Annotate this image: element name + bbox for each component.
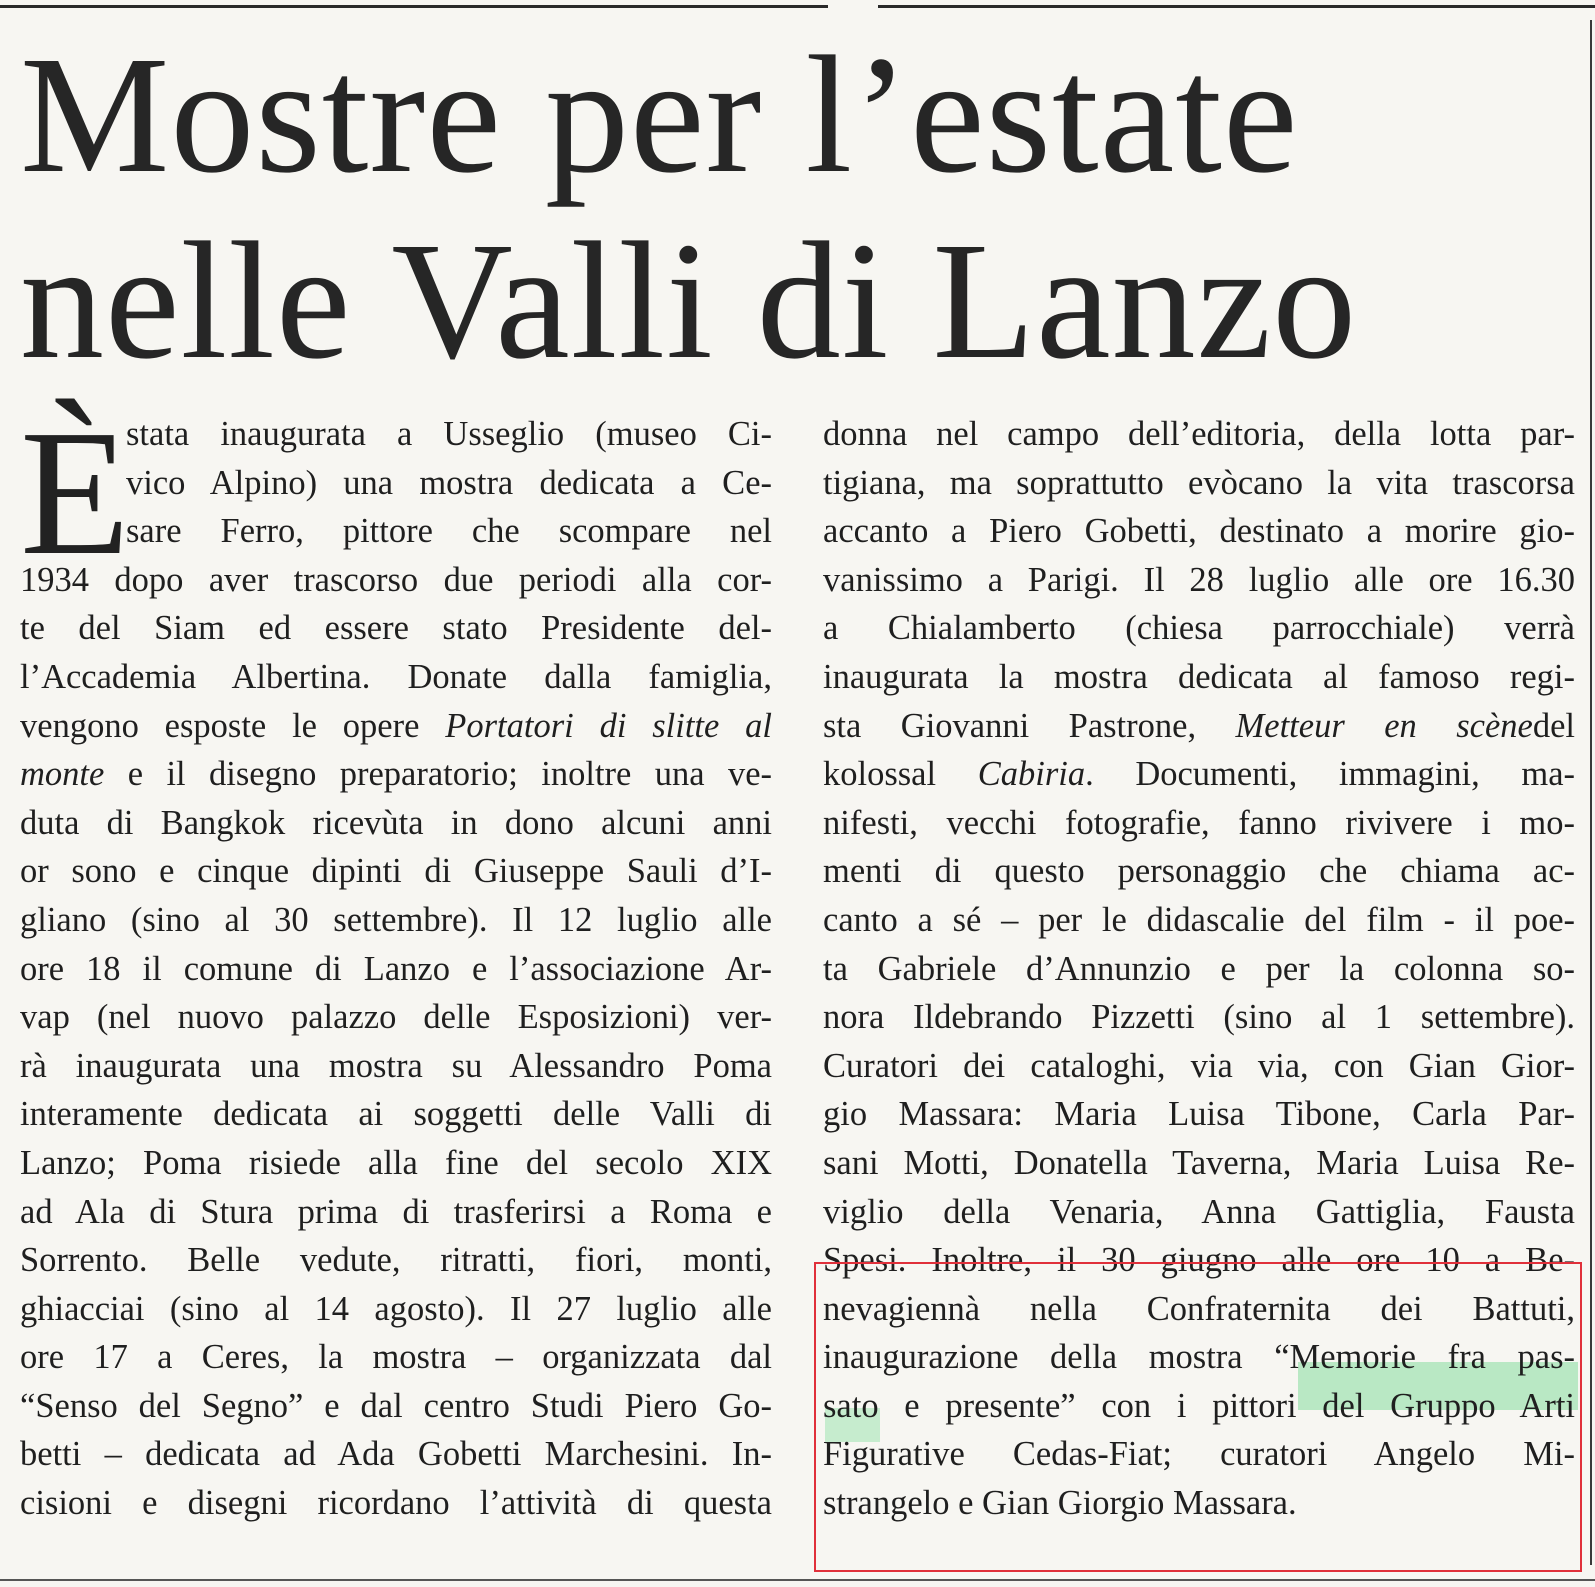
text-line: tigiana, ma soprattutto evòcano la vita trascorsa: [823, 463, 1575, 502]
text-line: ore 18 il comune di Lanzo e l’associazione Ar-: [20, 949, 772, 988]
top-rule-left: [0, 5, 828, 8]
text-line: sare Ferro, pittore che scompare nel: [126, 512, 772, 551]
text-line: kolossal Cabiria. Documenti, immagini, ma-: [823, 755, 1575, 794]
italic-title: Metteur en scène: [1235, 706, 1533, 745]
text-line: l’Accademia Albertina. Donate dalla famiglia,: [20, 657, 772, 696]
text-line: interamente dedicata ai soggetti delle Valli di: [20, 1095, 772, 1134]
text-line: or sono e cinque dipinti di Giuseppe Sauli d’I-: [20, 852, 772, 891]
text-line: rà inaugurata una mostra su Alessandro Poma: [20, 1046, 772, 1085]
text-line: vengono esposte le opere Portatori di slitte al: [20, 706, 773, 745]
text-line: duta di Bangkok ricevùta in dono alcuni anni: [20, 803, 772, 842]
text-line: gio Massara: Maria Luisa Tibone, Carla Par-: [823, 1095, 1575, 1134]
text-line: nora Ildebrando Pizzetti (sino al 1 settembre).: [823, 998, 1575, 1037]
text-line: Sorrento. Belle vedute, ritratti, fiori, monti,: [20, 1241, 772, 1280]
text-line: vanissimo a Parigi. Il 28 luglio alle ore 16.30: [823, 560, 1575, 599]
text-line: accanto a Piero Gobetti, destinato a morire gio-: [823, 512, 1575, 551]
text-line: ad Ala di Stura prima di trasferirsi a Roma e: [20, 1192, 772, 1231]
text-line: te del Siam ed essere stato Presidente del-: [20, 609, 772, 648]
article-headline: [20, 22, 1580, 394]
italic-title: monte: [20, 755, 105, 794]
text-line: canto a sé – per le didascalie del film - il poe-: [823, 900, 1575, 939]
drop-cap: È: [20, 393, 130, 592]
text-line: inaugurazione della mostra “Memorie fra pas-: [823, 1338, 1575, 1377]
text-line: vap (nel nuovo palazzo delle Esposizioni) ver-: [20, 998, 772, 1037]
text-line: Lanzo; Poma risiede alla fine del secolo XIX: [20, 1143, 772, 1182]
text-line: a Chialamberto (chiesa parrocchiale) verrà: [823, 609, 1575, 648]
headline-line-1: Mostre per l’estate: [20, 22, 1299, 208]
top-rule-right: [878, 5, 1595, 8]
text-line: Spesi. Inoltre, il 30 giugno alle ore 10 a Be-: [823, 1241, 1575, 1280]
text-line: donna nel campo dell’editoria, della lotta par-: [823, 415, 1575, 453]
text-line: ghiacciai (sino al 14 agosto). Il 27 luglio alle: [20, 1289, 772, 1328]
text-line: strangelo e Gian Giorgio Massara.: [823, 1484, 1297, 1523]
italic-title: Cabiria: [977, 755, 1086, 794]
left-column: [20, 393, 773, 1528]
text-line: sani Motti, Donatella Taverna, Maria Luisa Re-: [823, 1143, 1575, 1182]
headline-line-2: nelle Valli di Lanzo: [20, 208, 1358, 394]
text-line: nevagiennà nella Confraternita dei Battuti,: [823, 1289, 1575, 1328]
text-line: sta Giovanni Pastrone, Metteur en scènedel: [823, 706, 1576, 745]
text-line: inaugurata la mostra dedicata al famoso regi-: [823, 657, 1575, 696]
text-line: cisioni e disegni ricordano l’attività di questa: [20, 1484, 772, 1523]
highlight-box: [814, 1262, 1582, 1572]
text-line: betti – dedicata ad Ada Gobetti Marchesini. In-: [20, 1435, 772, 1474]
text-line: stata inaugurata a Usseglio (museo Ci-: [126, 415, 772, 453]
text-line: Figurative Cedas-Fiat; curatori Angelo Mi-: [823, 1435, 1575, 1474]
text-line: monte e il disegno preparatorio; inoltre una ve-: [20, 755, 773, 794]
text-line: sato e presente” con i pittori del Gruppo Arti: [823, 1386, 1575, 1425]
text-line: nifesti, vecchi fotografie, fanno rivivere i mo-: [823, 803, 1575, 842]
italic-title: Portatori di slitte al: [445, 706, 773, 745]
text-line: viglio della Venaria, Anna Gattiglia, Fausta: [823, 1192, 1575, 1231]
bottom-rule: [0, 1579, 1595, 1581]
text-line: ta Gabriele d’Annunzio e per la colonna so-: [823, 949, 1575, 988]
right-rule: [1590, 20, 1592, 1565]
text-line: Curatori dei cataloghi, via via, con Gian Gior-: [823, 1046, 1575, 1085]
text-line: “Senso del Segno” e dal centro Studi Piero Go-: [20, 1386, 772, 1425]
text-line: menti di questo personaggio che chiama ac-: [823, 852, 1575, 891]
text-line: vico Alpino) una mostra dedicata a Ce-: [126, 463, 772, 502]
text-line: 1934 dopo aver trascorso due periodi alla cor-: [20, 560, 772, 599]
text-line: ore 17 a Ceres, la mostra – organizzata dal: [20, 1338, 772, 1377]
text-line: gliano (sino al 30 settembre). Il 12 luglio alle: [20, 900, 772, 939]
